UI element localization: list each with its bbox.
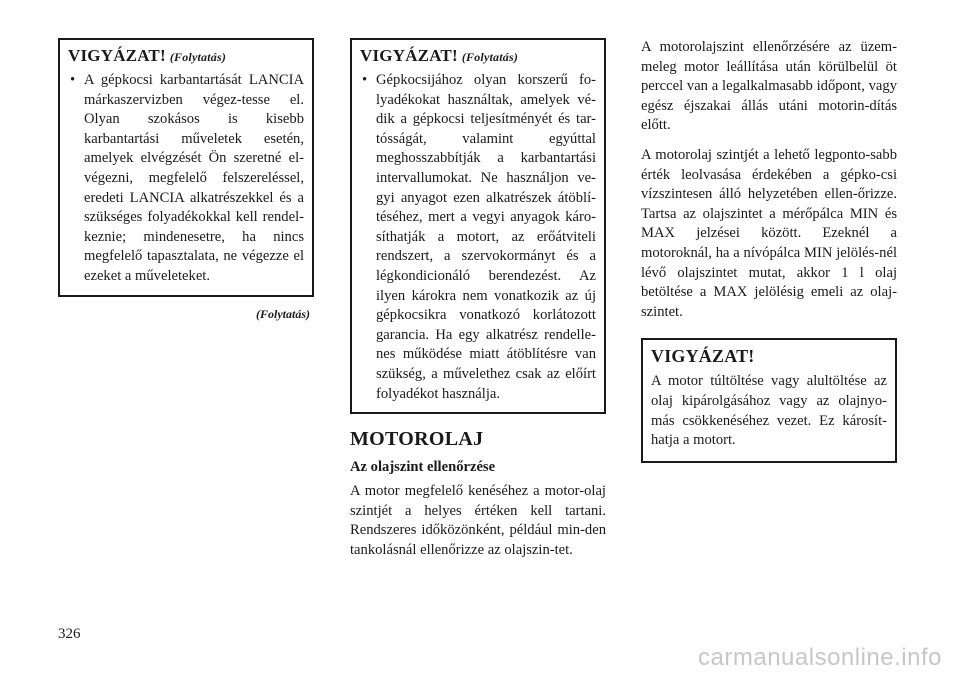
- warning-bullet-text: A gépkocsi karbantartását LANCIA márkaszervizben végez-tesse el. Olyan szokásos is kisebb karbantartási műveletek esetén, amelyek elvégzését Ön szeretné el-végezni, megfelelő felszereléssel, eredeti LANCIA alkatrészekkel és a szükséges folyadékokkal kell rendel-keznie; mindenesetre, ha nincs megfelelő tapasztalata, ne végezze el ezeket a műveleteket.: [84, 72, 304, 284]
- subsection-title: Az olajszint ellenőrzése: [350, 459, 496, 476]
- body-paragraph-1: A motorolajszint ellenőrzésére az üzem-meleg motor leállítása után körülbelül öt perccel van a legalkalmasabb időpont, vagy egész éjszakai állás utáni motorin-dítás előtt.: [641, 39, 897, 134]
- warning-bullet: [68, 71, 304, 287]
- bullet-dot-icon: •: [70, 72, 76, 88]
- page-number: 326: [58, 626, 81, 642]
- continued-note: (Folytatás): [256, 306, 310, 321]
- column-right: [641, 38, 897, 463]
- column-middle: [350, 38, 606, 570]
- warning-title: VIGYÁZAT!: [651, 346, 755, 367]
- warning-bullet: [360, 71, 596, 404]
- warning-box-left: [58, 38, 314, 297]
- body-paragraph: A motor megfelelő kenéséhez a motor-olaj szintjét a helyes értéken kell tartani. Rendszeres időközönként, például min-den tankolásnál ellenőrizze az olajszin-tet.: [350, 483, 606, 558]
- warning-box-middle: [350, 38, 606, 414]
- warning-title: [68, 46, 304, 67]
- bullet-dot-icon: •: [362, 72, 368, 88]
- warning-text: A motor túltöltése vagy alultöltése az olaj kipárolgásához vagy az olajnyo-más csökkenéséhez vezet. Ez károsít-hatja a motort.: [651, 373, 887, 449]
- watermark: carmanualsonline.info: [698, 644, 942, 671]
- warning-title-text: VIGYÁZAT!: [360, 46, 458, 65]
- warning-continued-label: (Folytatás): [461, 50, 519, 64]
- section-title: MOTOROLAJ: [350, 428, 484, 451]
- body-paragraph-2: A motorolaj szintjét a lehető legponto-sabb érték leolvasása érdekében a gépko-csi vízszintesen álló helyzetében ellen-őrizze. Tartsa az olajszintet a mérőpálca MIN és MAX jelzései között. Ezeknél a motoroknál, ha a nívópálca MIN jelölés-nél lévő olajszintet mutat, akkor 1 l olaj betöltése a MAX jelölésig emeli az olaj-szintet.: [641, 146, 897, 320]
- warning-title-text: VIGYÁZAT!: [68, 46, 166, 65]
- column-left: [58, 38, 314, 322]
- warning-title: [360, 46, 596, 67]
- warning-continued-label: (Folytatás): [169, 50, 227, 64]
- warning-box-right: [641, 338, 897, 462]
- warning-bullet-text: Gépkocsijához olyan korszerű fo-lyadékokat használtak, amelyek vé-dik a gépkocsi teljesítményét és tar-tósságát, valamint egyúttal meghosszabbítják a karbantartási intervallumokat. Ne használjon ve-gyi anyagot ezen alkatrészek átöblí-téséhez, mert a vegyi anyagok káro-síthatják a motort, az erőátviteli rendszert, a szervokormányt és a légkondicionáló berendezést. Az ilyen károkra nem vonatkozik az új gépkocsikra vonatkozó korlátozott garancia. Ha egy alkatrész rendelle-nes működése miatt átöblítésre van szükség, a művelethez csak az előírt folyadékot használja.: [376, 72, 596, 402]
